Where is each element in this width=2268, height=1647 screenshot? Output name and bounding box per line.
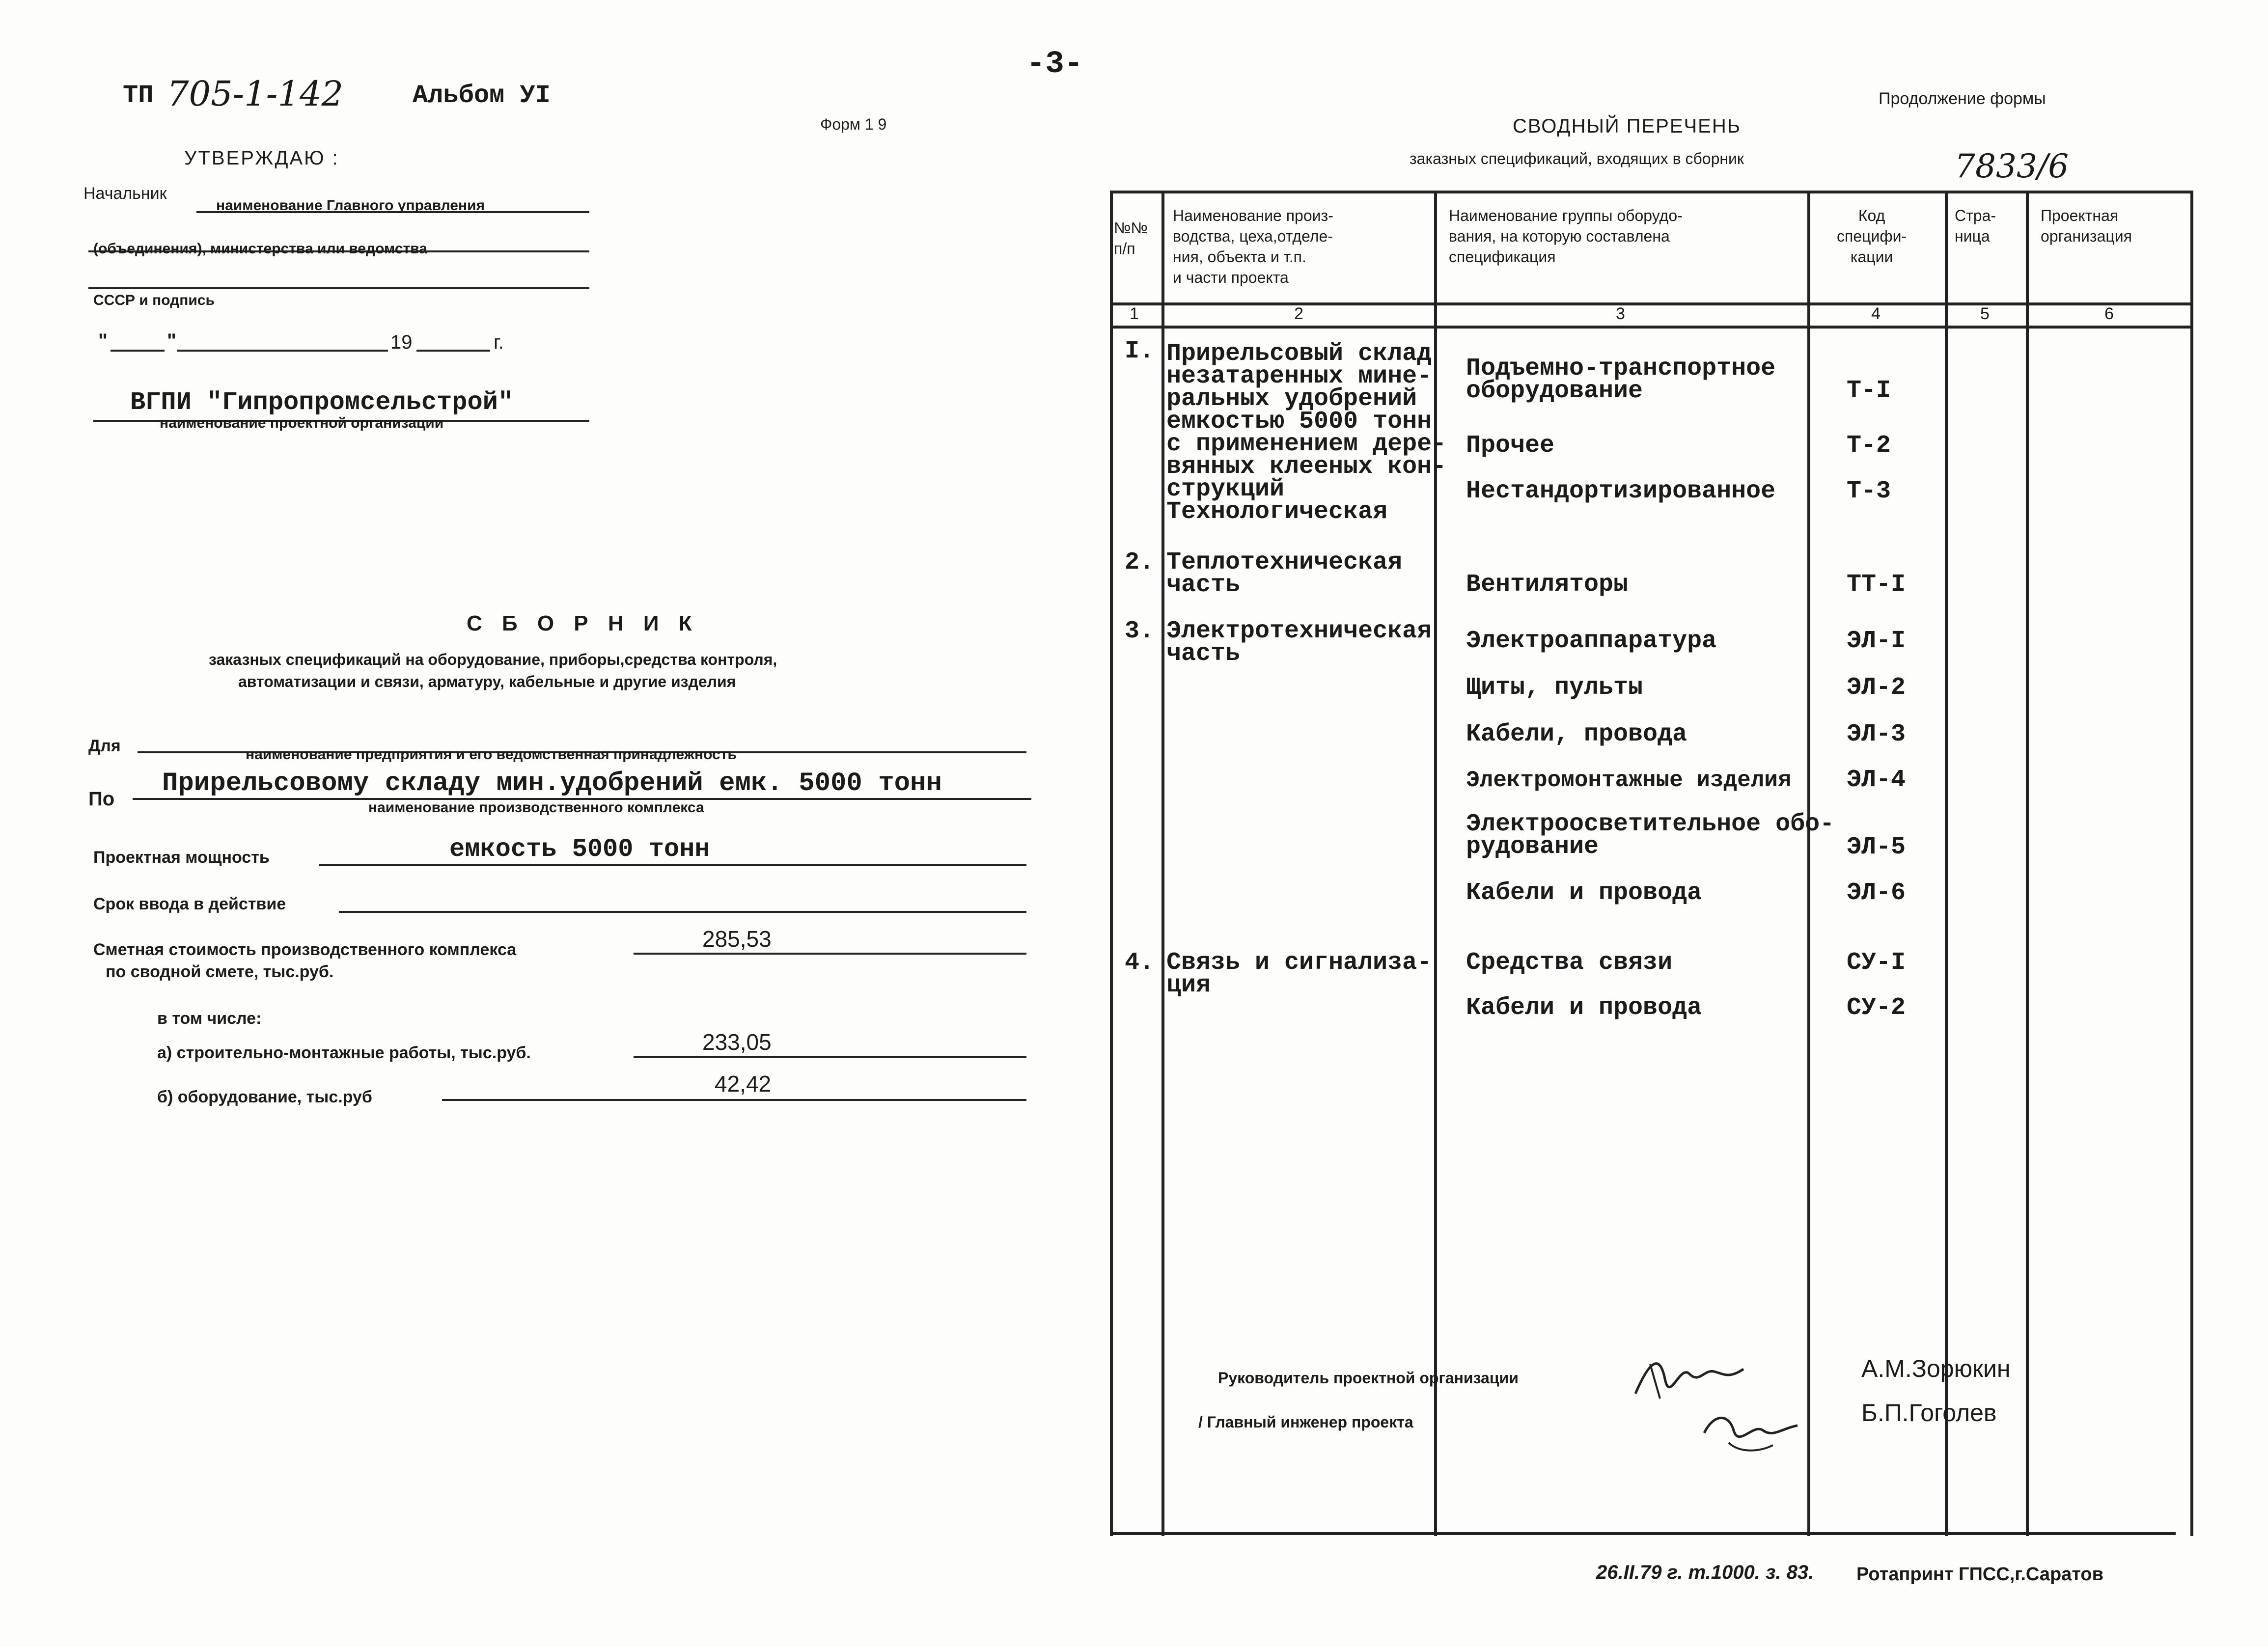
row-3-group-1: Электроаппаратура <box>1466 627 1717 655</box>
signature-name-1: А.М.Зорюкин <box>1861 1355 2011 1382</box>
tp-prefix: ТП <box>123 81 154 110</box>
equipment-value: 42,42 <box>715 1071 772 1097</box>
construction-value: 233,05 <box>702 1029 772 1055</box>
col-number-4: 4 <box>1871 304 1881 323</box>
collection-subtitle-2: автоматизации и связи, арматуру, кабельные и другие изделия <box>238 673 736 690</box>
row-3-name: Электротехническая часть <box>1166 617 1432 668</box>
row-4-number: 4. <box>1125 949 1155 977</box>
row-3-group-4: Электромонтажные изделия <box>1466 768 1792 793</box>
construction-label: а) строительно-монтажные работы, тыс.руб. <box>157 1043 531 1062</box>
footer-print: Ротапринт ГПСС,г.Саратов <box>1856 1564 2103 1585</box>
row-4-group-2: Кабели и провода <box>1466 994 1702 1022</box>
row-1-number: I. <box>1125 337 1155 365</box>
row-1-group-1: Подъемно-транспортное оборудование <box>1466 355 1776 405</box>
col-number-6: 6 <box>2104 304 2114 323</box>
summary-title: СВОДНЫЙ ПЕРЕЧЕНЬ <box>1513 115 1741 137</box>
tp-number: 705-1-142 <box>167 74 344 114</box>
row-3-group-3: Кабели, провода <box>1466 720 1687 748</box>
cost-label-1: Сметная стоимость производственного комплекса <box>93 940 517 959</box>
header-object: Наименование произ- водства, цеха,отделе- ния, объекта и т.п. и части проекта <box>1173 207 1333 286</box>
row-1-name: Прирельсовый склад незатаренных мине- ральных удобрений емкостью 5000 тонн с применением дере- вянных клееных кон- струкций Технологическая <box>1166 340 1447 526</box>
term-label: Срок ввода в действие <box>93 895 286 913</box>
po-label: По <box>88 788 115 810</box>
album-label: Альбом УI <box>413 81 551 110</box>
row-1-code-2: Т-2 <box>1847 432 1891 460</box>
signature-role-2: / Главный инженер проекта <box>1198 1413 1413 1431</box>
collection-title: С Б О Р Н И К <box>467 611 699 635</box>
header-number: №№ п/п <box>1114 219 1148 257</box>
date-quote-close: " <box>167 330 176 352</box>
row-3-code-2: ЭЛ-2 <box>1847 674 1906 702</box>
col-number-2: 2 <box>1294 304 1303 323</box>
signature-scribble-2 <box>1699 1403 1812 1457</box>
row-2-group-1: Вентиляторы <box>1466 571 1629 599</box>
col-number-3: 3 <box>1616 304 1625 323</box>
col-number-5: 5 <box>1980 304 1990 323</box>
row-4-name: Связь и сигнализа- ция <box>1166 949 1432 999</box>
header-org: Проектная организация <box>2041 207 2132 245</box>
equipment-label: б) оборудование, тыс.руб <box>157 1088 372 1106</box>
row-2-name: Теплотехническая часть <box>1166 549 1403 599</box>
cost-label-2: по сводной смете, тыс.руб. <box>106 962 334 981</box>
row-1-group-3: Нестандортизированное <box>1466 477 1776 505</box>
row-1-group-2: Прочее <box>1466 432 1555 460</box>
page-number: -3- <box>1026 47 1083 82</box>
po-value: Прирельсовому складу мин.удобрений емк. 5000 тонн <box>162 769 942 798</box>
chief-label: Начальник <box>83 184 167 203</box>
summary-subtitle: заказных спецификаций, входящих в сборник <box>1410 150 1744 167</box>
continuation-label: Продолжение формы <box>1879 89 2046 108</box>
approve-label: УТВЕРЖДАЮ : <box>184 147 339 169</box>
signature-name-2: Б.П.Гоголев <box>1861 1399 1997 1427</box>
row-3-code-4: ЭЛ-4 <box>1847 766 1906 794</box>
cost-value: 285,53 <box>702 926 772 952</box>
org-caption: наименование проектной организации <box>160 415 444 431</box>
header-group: Наименование группы оборудо- вания, на которую составлена спецификация <box>1449 207 1683 266</box>
row-1-code-1: Т-I <box>1847 377 1891 405</box>
for-caption: наименование предприятия и его ведомственная принадлежность <box>246 746 737 763</box>
date-g: г. <box>494 331 504 353</box>
row-4-group-1: Средства связи <box>1466 949 1673 977</box>
chief-caption-3: СССР и подпись <box>93 292 215 308</box>
header-page: Стра- ница <box>1955 207 1996 245</box>
row-3-code-3: ЭЛ-3 <box>1847 720 1906 748</box>
row-3-code-1: ЭЛ-I <box>1847 627 1906 655</box>
row-2-number: 2. <box>1125 549 1155 576</box>
chief-caption-1: наименование Главного управления <box>216 197 485 214</box>
for-label: Для <box>88 737 121 755</box>
row-3-code-6: ЭЛ-6 <box>1847 879 1906 907</box>
row-4-code-1: СУ-I <box>1847 949 1906 977</box>
collection-number: 7833/6 <box>1955 147 2069 185</box>
row-3-number: 3. <box>1125 617 1155 645</box>
collection-subtitle-1: заказных спецификаций на оборудование, приборы,средства контроля, <box>209 651 777 668</box>
org-name: ВГПИ "Гипропромсельстрой" <box>130 388 514 417</box>
col-number-1: 1 <box>1130 304 1139 323</box>
po-caption: наименование производственного комплекса <box>368 799 704 816</box>
row-3-group-2: Щиты, пульты <box>1466 674 1643 702</box>
chief-caption-2: (объединения), министерства или ведомства <box>93 241 427 257</box>
row-2-code-1: ТТ-I <box>1847 571 1906 599</box>
header-code: Код специфи- кации <box>1837 207 1907 266</box>
summary-table <box>1110 191 2190 1536</box>
capacity-value: емкость 5000 тонн <box>449 835 710 864</box>
row-3-group-6: Кабели и провода <box>1466 879 1702 907</box>
capacity-label: Проектная мощность <box>93 848 270 867</box>
row-3-group-5: Электроосветительное обо- рудование <box>1466 810 1835 861</box>
footer-order: 26.II.79 г. т.1000. з. 83. <box>1596 1562 1814 1583</box>
form-label: Форм 1 9 <box>820 115 887 133</box>
row-4-code-2: СУ-2 <box>1847 994 1906 1022</box>
row-1-code-3: Т-3 <box>1847 477 1891 505</box>
signature-role-1: Руководитель проектной организации <box>1218 1369 1519 1387</box>
included-label: в том числе: <box>157 1009 262 1028</box>
date-quote-open: " <box>98 330 108 352</box>
date-year: 19 <box>390 331 413 353</box>
row-3-code-5: ЭЛ-5 <box>1847 833 1906 861</box>
